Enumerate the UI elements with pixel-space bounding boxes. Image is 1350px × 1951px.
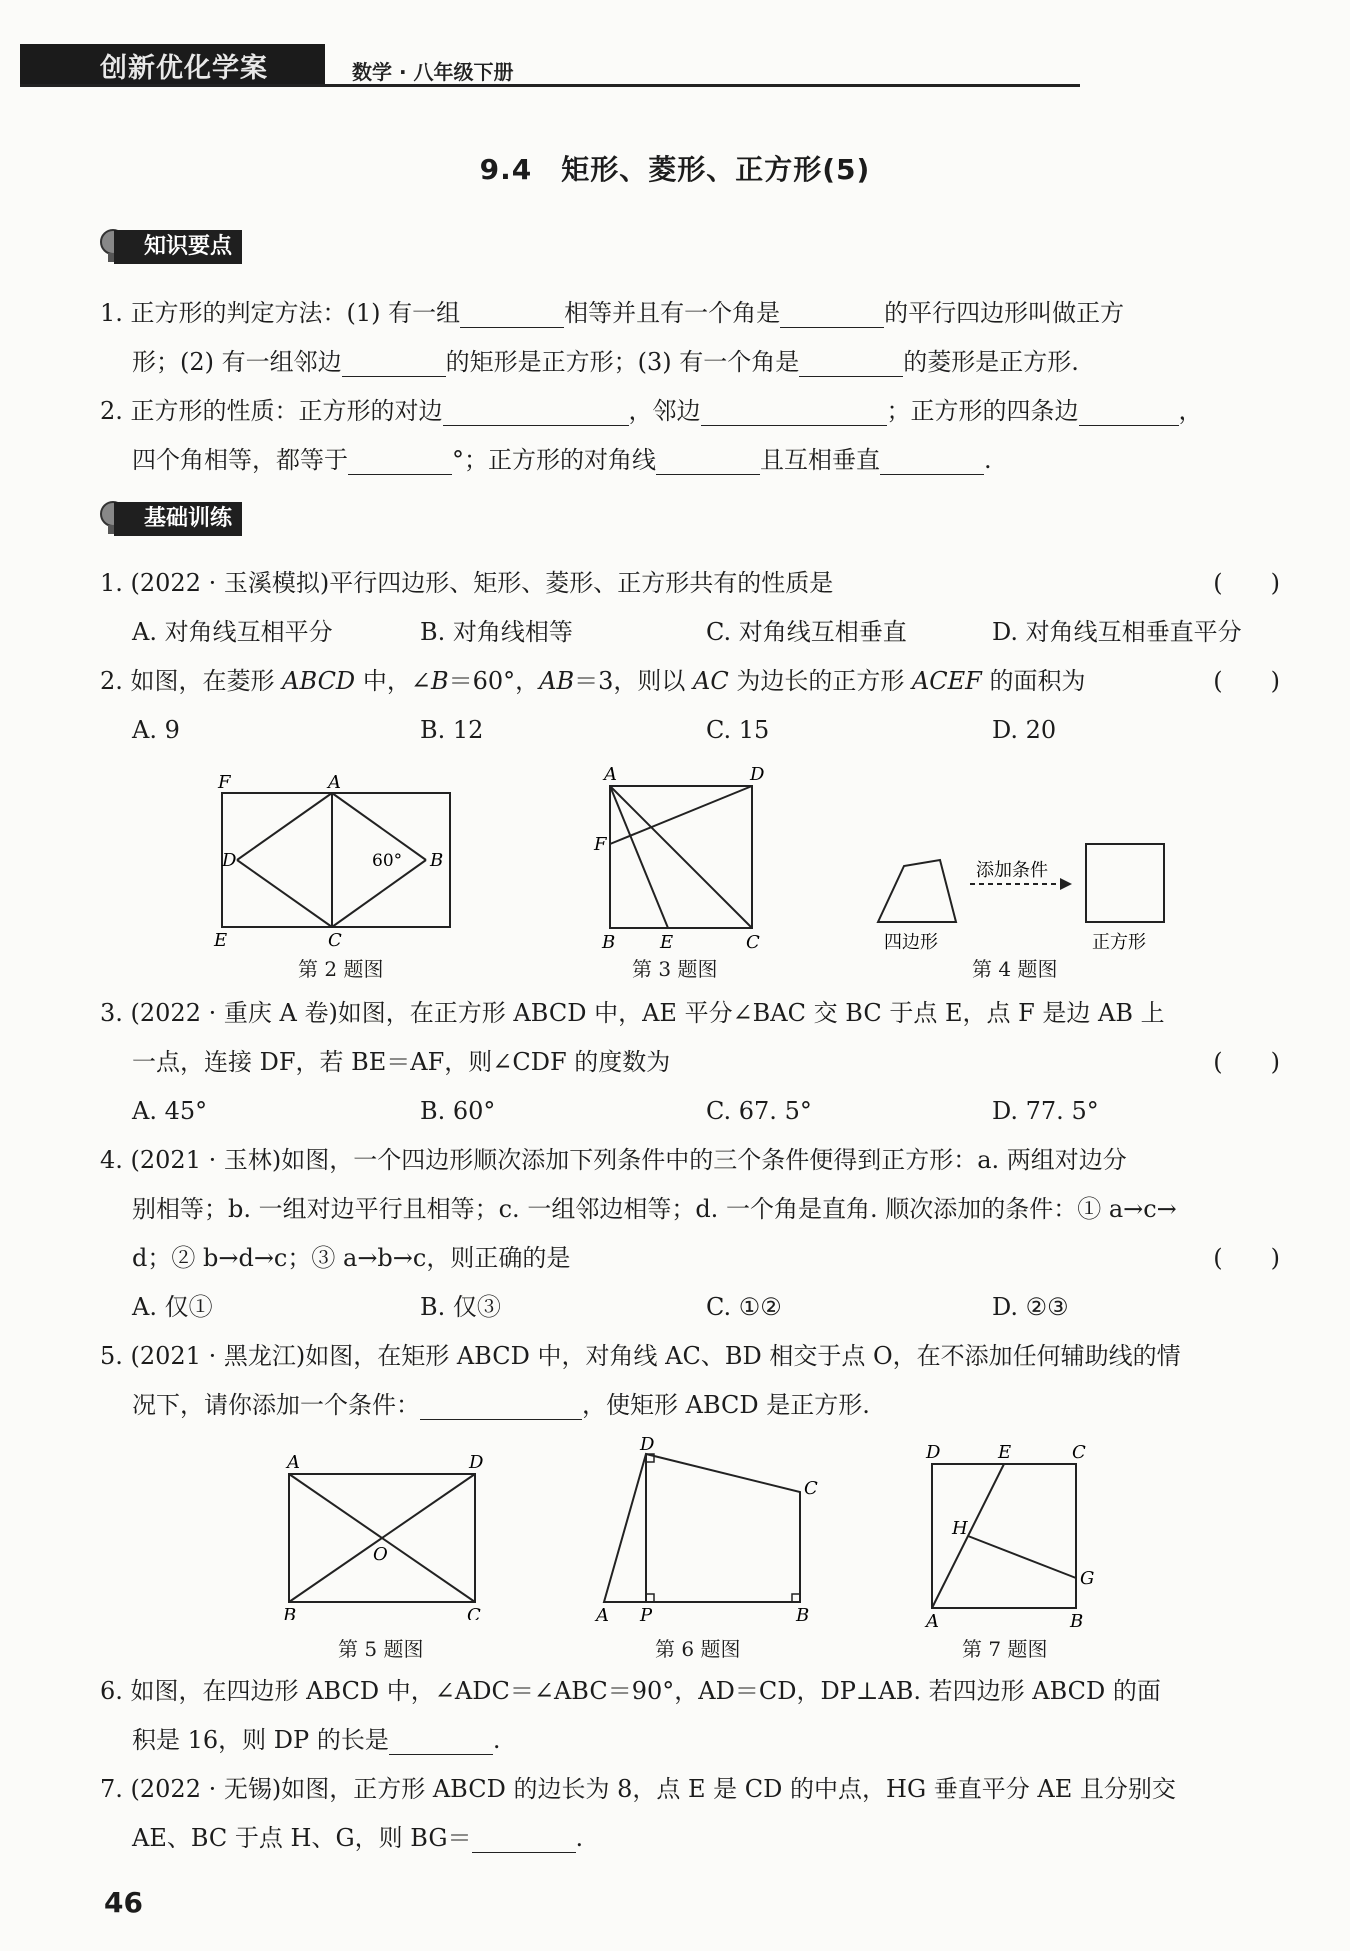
option-b[interactable]: B. 12	[420, 716, 484, 744]
answer-paren[interactable]: ( )	[1213, 1244, 1280, 1272]
figure-7	[918, 1438, 1108, 1628]
text: 四个角相等，都等于	[132, 446, 348, 474]
label-a: A	[926, 1611, 939, 1628]
figure-6-caption: 第 6 题图	[655, 1637, 741, 1661]
math: AC	[693, 667, 729, 695]
knowledge-item-2-line-1	[100, 396, 1280, 426]
label-d: D	[469, 1452, 484, 1473]
text: 相等并且有一个角是	[564, 299, 781, 327]
label-d: D	[926, 1442, 941, 1463]
label-c: C	[467, 1605, 481, 1620]
option-c[interactable]: C. ①②	[706, 1293, 782, 1321]
section-knowledge-label: 知识要点	[114, 230, 242, 264]
q5-line-2	[132, 1390, 1312, 1420]
knowledge-item-1-line-2	[132, 347, 1312, 377]
q4-line-3	[132, 1243, 1280, 1273]
answer-blank[interactable]	[656, 450, 760, 475]
q4-line-2: 别相等；b. 一组对边平行且相等；c. 一组邻边相等；d. 一个角是直角. 顺次添加的条件：① a→c→	[132, 1195, 1177, 1223]
figure-5-caption: 第 5 题图	[338, 1637, 424, 1661]
option-a[interactable]: A. 45°	[132, 1097, 208, 1125]
option-a[interactable]: A. 9	[132, 716, 180, 744]
answer-blank[interactable]	[799, 352, 903, 377]
left-label: 四边形	[884, 932, 938, 953]
answer-blank[interactable]	[460, 303, 564, 328]
text: 2. 如图，在菱形	[100, 667, 283, 695]
text: 的平行四边形叫做正方	[884, 299, 1125, 327]
figure-3	[590, 762, 780, 958]
figure-4-caption: 第 4 题图	[972, 957, 1058, 981]
option-b[interactable]: B. 仅③	[420, 1293, 501, 1321]
label-c: C	[328, 930, 342, 951]
figure-7-caption: 第 7 题图	[962, 1637, 1048, 1661]
answer-blank[interactable]	[348, 450, 452, 475]
text: 的矩形是正方形；(3) 有一个角是	[445, 348, 800, 376]
text: ，邻边	[628, 397, 701, 425]
label-e: E	[660, 932, 674, 953]
q4-line-1: 4. (2021 · 玉林)如图，一个四边形顺次添加下列条件中的三个条件便得到正方形：a. 两组对边分	[100, 1146, 1127, 1174]
knowledge-item-1-line-1	[100, 298, 1280, 328]
answer-blank[interactable]	[420, 1395, 582, 1420]
option-c[interactable]: C. 15	[706, 716, 770, 744]
option-d[interactable]: D. 20	[992, 716, 1057, 744]
label-p: P	[640, 1605, 653, 1624]
text: 的面积为	[981, 667, 1086, 695]
text: 中，∠	[355, 667, 431, 695]
label-e: E	[214, 930, 228, 951]
label-a: A	[604, 764, 617, 785]
right-label: 正方形	[1092, 932, 1146, 953]
label-c: C	[746, 932, 760, 953]
answer-blank[interactable]	[880, 450, 984, 475]
knowledge-item-2-line-2	[132, 445, 1312, 475]
label-b: B	[430, 850, 444, 871]
option-a[interactable]: A. 仅①	[132, 1293, 213, 1321]
text: ，	[1178, 397, 1203, 425]
q6-line-1: 6. 如图，在四边形 ABCD 中，∠ADC＝∠ABC＝90°，AD＝CD，DP⊥AB. 若四边形 ABCD 的面	[100, 1677, 1161, 1705]
label-d: D	[750, 764, 765, 785]
q5-line-1: 5. (2021 · 黑龙江)如图，在矩形 ABCD 中，对角线 AC、BD 相交于点 O，在不添加任何辅助线的情	[100, 1342, 1181, 1370]
math: ACEF	[911, 667, 982, 695]
option-a[interactable]: A. 对角线互相平分	[132, 618, 333, 646]
text: 2. 正方形的性质：正方形的对边	[100, 397, 443, 425]
q7-line-2	[132, 1823, 1312, 1853]
text: 的菱形是正方形.	[903, 348, 1079, 376]
header-subject: 数学 · 八年级下册	[352, 60, 514, 84]
option-d[interactable]: D. 77. 5°	[992, 1097, 1099, 1125]
label-c: C	[1072, 1442, 1086, 1463]
angle-label: 60°	[372, 851, 403, 871]
q6-line-2	[132, 1725, 1312, 1755]
text: 1. (2022 · 玉溪模拟)平行四边形、矩形、菱形、正方形共有的性质是	[100, 569, 834, 597]
option-d[interactable]: D. ②③	[992, 1293, 1069, 1321]
figure-2	[200, 768, 500, 960]
text: ＝3，则以	[574, 667, 693, 695]
math: ABCD	[282, 667, 356, 695]
label-h: H	[952, 1518, 968, 1539]
label-b: B	[796, 1605, 810, 1624]
text: ＝60°，	[448, 667, 540, 695]
q3-line-2	[132, 1047, 1280, 1077]
text: .	[984, 446, 992, 474]
label-b: B	[602, 932, 616, 953]
section-basic-label: 基础训练	[114, 502, 242, 536]
q1-stem	[100, 568, 1280, 598]
answer-blank[interactable]	[780, 303, 884, 328]
option-d[interactable]: D. 对角线互相垂直平分	[992, 618, 1242, 646]
text: 为边长的正方形	[728, 667, 912, 695]
text: 况下，请你添加一个条件：	[132, 1391, 420, 1419]
label-b: B	[283, 1605, 297, 1620]
figure-3-caption: 第 3 题图	[632, 957, 718, 981]
page-title: 9.4 矩形、菱形、正方形(5)	[479, 153, 871, 186]
option-c[interactable]: C. 对角线互相垂直	[706, 618, 907, 646]
label-b: B	[1070, 1611, 1084, 1628]
header-brand: 创新优化学案	[100, 53, 268, 84]
option-b[interactable]: B. 60°	[420, 1097, 496, 1125]
label-a: A	[287, 1452, 300, 1473]
answer-blank[interactable]	[443, 401, 629, 426]
figure-4	[870, 838, 1180, 958]
label-a: A	[596, 1605, 609, 1624]
q3-line-1: 3. (2022 · 重庆 A 卷)如图，在正方形 ABCD 中，AE 平分∠BAC 交 BC 于点 E，点 F 是边 AB 上	[100, 999, 1165, 1027]
header-rule	[20, 84, 1080, 87]
q2-stem	[100, 666, 1280, 696]
answer-paren[interactable]: ( )	[1213, 667, 1280, 695]
text: ，使矩形 ABCD 是正方形.	[582, 1391, 870, 1419]
answer-blank[interactable]	[342, 352, 446, 377]
text: 积是 16，则 DP 的长是	[132, 1726, 389, 1754]
label-a: A	[328, 772, 341, 793]
text: .	[492, 1726, 501, 1754]
text: AE、BC 于点 H、G，则 BG＝	[132, 1824, 472, 1852]
label-e: E	[998, 1442, 1012, 1463]
math: AB	[539, 667, 575, 695]
text: 一点，连接 DF，若 BE＝AF，则∠CDF 的度数为	[132, 1048, 671, 1076]
option-c[interactable]: C. 67. 5°	[706, 1097, 812, 1125]
label-f: F	[594, 834, 607, 855]
answer-blank[interactable]	[1079, 401, 1179, 426]
answer-blank[interactable]	[472, 1828, 576, 1853]
text: 且互相垂直	[760, 446, 880, 474]
label-f: F	[218, 772, 231, 793]
figure-2-caption: 第 2 题图	[298, 957, 384, 981]
label-g: G	[1080, 1568, 1095, 1589]
arrow-label: 添加条件	[976, 860, 1048, 881]
page-number: 46	[104, 1886, 143, 1919]
answer-blank[interactable]	[701, 401, 887, 426]
label-o: O	[373, 1544, 388, 1565]
text: .	[575, 1824, 584, 1852]
label-d: D	[640, 1434, 655, 1455]
text: ；正方形的四条边	[886, 397, 1079, 425]
figure-5	[275, 1440, 495, 1620]
option-b[interactable]: B. 对角线相等	[420, 618, 573, 646]
q7-line-1: 7. (2022 · 无锡)如图，正方形 ABCD 的边长为 8，点 E 是 CD 的中点，HG 垂直平分 AE 且分别交	[100, 1775, 1176, 1803]
answer-paren[interactable]: ( )	[1213, 1048, 1280, 1076]
label-d: D	[222, 850, 237, 871]
math: B	[430, 667, 449, 695]
text: °；正方形的对角线	[452, 446, 656, 474]
text: 形；(2) 有一组邻边	[132, 348, 342, 376]
figure-6	[590, 1432, 830, 1624]
text: 1. 正方形的判定方法：(1) 有一组	[100, 299, 461, 327]
answer-blank[interactable]	[389, 1730, 493, 1755]
text: d；② b→d→c；③ a→b→c，则正确的是	[132, 1244, 571, 1272]
answer-paren[interactable]: ( )	[1213, 569, 1280, 597]
label-c: C	[804, 1478, 818, 1499]
